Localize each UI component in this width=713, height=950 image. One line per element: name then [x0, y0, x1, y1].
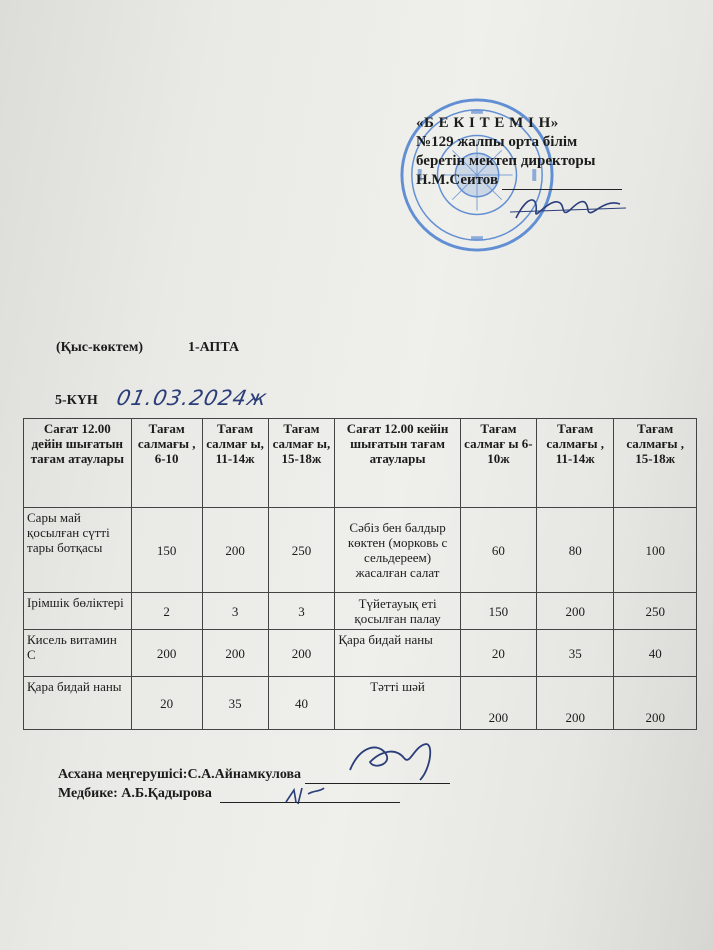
director-signature	[508, 190, 628, 224]
season-label: (Қыс-көктем)	[56, 340, 144, 355]
header-cell: Тағам салмағ ы, 15-18ж	[268, 419, 335, 508]
cook-name: Асхана меңгерушісі:С.А.Айнамкулова	[58, 767, 302, 782]
table-row	[24, 677, 697, 730]
table-cell: 250	[268, 508, 335, 593]
day-label: 5-КҮН	[55, 393, 98, 408]
header-cell: Тағам салмағ ы, 11-14ж	[202, 419, 268, 508]
table-cell: 200	[268, 630, 335, 677]
table-cell: 3	[268, 593, 335, 630]
approval-school: №129 жалпы орта білім	[416, 134, 578, 150]
table-cell: 35	[202, 677, 268, 730]
approval-heading: «Б Е К І Т Е М І Н»	[416, 115, 559, 131]
table-cell: 200	[202, 630, 268, 677]
table-cell: 150	[131, 508, 202, 593]
table-cell: 200	[202, 508, 268, 593]
table-cell: Қара бидай наны	[335, 630, 460, 677]
header-cell: Тағам салмағ ы 6-10ж	[460, 419, 536, 508]
footer-block	[58, 765, 450, 803]
table-row	[24, 630, 697, 677]
table-cell: 200	[614, 677, 697, 730]
table-cell: 20	[131, 677, 202, 730]
table-cell: 35	[537, 630, 614, 677]
approval-director: Н.М.Сеитов	[416, 172, 499, 188]
nurse-name: Медбике: А.Б.Қадырова	[58, 786, 212, 801]
table-cell: 150	[460, 593, 536, 630]
table-cell: 200	[460, 677, 536, 730]
cook-row	[58, 765, 450, 784]
header-cell: Тағам салмағы , 15-18ж	[614, 419, 697, 508]
week-label: 1-АПТА	[188, 340, 240, 355]
table-cell: Сәбіз бен балдыр көктен (морковь с сельдереем) жасалған салат	[335, 508, 460, 593]
table-header-row	[24, 419, 697, 508]
header-cell: Тағам салмағы , 6-10	[131, 419, 202, 508]
table-cell: Тәтті шәй	[335, 677, 460, 730]
table-cell: 100	[614, 508, 697, 593]
table-cell: Ірімшік бөліктері	[24, 593, 132, 630]
director-signature-line	[502, 177, 622, 190]
table-cell: 40	[614, 630, 697, 677]
header-cell: Сағат 12.00 дейін шығатын тағам атаулары	[24, 419, 132, 508]
table-cell: Қара бидай наны	[24, 677, 132, 730]
table-cell: 60	[460, 508, 536, 593]
table-row	[24, 593, 697, 630]
table-cell: 250	[614, 593, 697, 630]
table-cell: 3	[202, 593, 268, 630]
nurse-signature-line	[220, 790, 400, 803]
director-row	[416, 171, 676, 190]
table-cell: 20	[460, 630, 536, 677]
table-cell: 40	[268, 677, 335, 730]
table-cell: Сары май қосылған сүтті тары ботқасы	[24, 508, 132, 593]
approval-school-cont: беретін мектеп директоры	[416, 153, 596, 169]
table-cell: 2	[131, 593, 202, 630]
approval-block	[416, 114, 676, 190]
header-cell: Сағат 12.00 кейін шығатын тағам атаулары	[335, 419, 460, 508]
table-cell: Түйетауық еті қосылған палау	[335, 593, 460, 630]
table-cell: 80	[537, 508, 614, 593]
table-cell: 200	[131, 630, 202, 677]
table-cell: 200	[537, 593, 614, 630]
cook-signature-line	[305, 771, 450, 784]
menu-table	[23, 418, 697, 730]
header-cell: Тағам салмағы , 11-14ж	[537, 419, 614, 508]
table-cell: Кисель витамин С	[24, 630, 132, 677]
table-cell: 200	[537, 677, 614, 730]
handwritten-date: 01.03.2024ж	[114, 386, 270, 410]
table-row	[24, 508, 697, 593]
nurse-row	[58, 784, 450, 803]
